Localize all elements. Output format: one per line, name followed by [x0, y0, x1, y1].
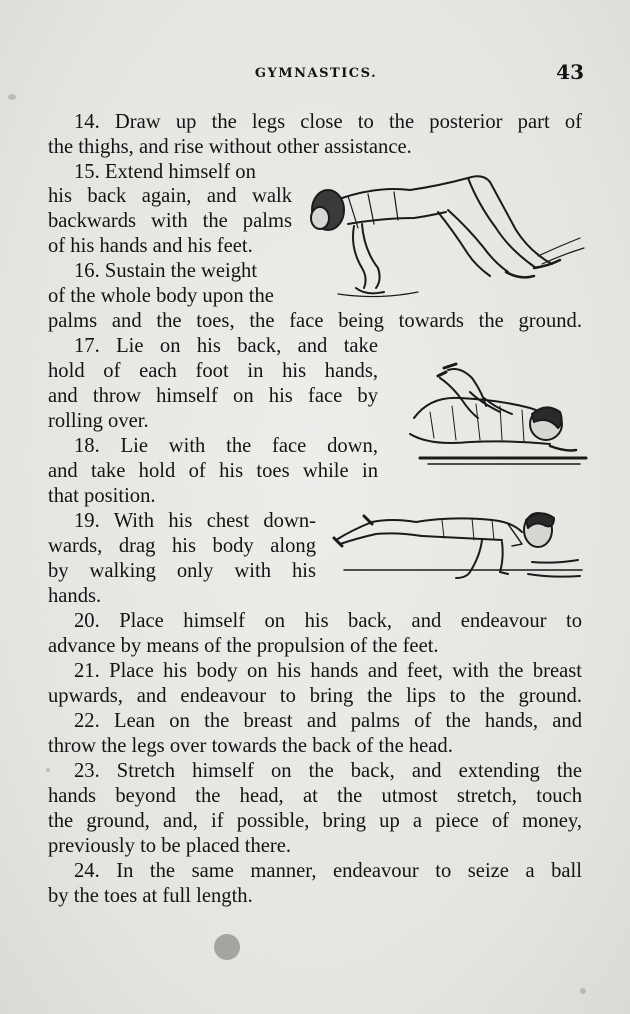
text-line: of the whole body upon the — [48, 285, 274, 307]
text-line: his back again, and walk — [48, 185, 292, 207]
text-line: rolling over. — [48, 410, 149, 432]
text-line: throw the legs over towards the back of the head. — [48, 735, 453, 757]
text-line: previously to be placed there. — [48, 835, 292, 857]
text-line: hold of each foot in his hands, — [48, 360, 378, 382]
paper-speck — [46, 768, 50, 772]
text-line: 14. Draw up the legs close to the posterior part of — [74, 111, 582, 133]
ink-blot — [214, 934, 240, 960]
page-number: 43 — [556, 60, 584, 84]
figure-backward-crawl-icon — [298, 168, 588, 303]
text-line: 16. Sustain the weight — [74, 260, 258, 282]
paper-speck — [8, 94, 16, 100]
text-line: 18. Lie with the face down, — [74, 435, 378, 457]
figure-chest-drag-icon — [332, 500, 586, 598]
text-line: the thighs, and rise without other assistance. — [48, 136, 412, 158]
running-head: GYMNASTICS. — [254, 66, 378, 81]
text-line: 15. Extend himself on — [74, 161, 256, 183]
text-line: of his hands and his feet. — [48, 235, 253, 257]
text-line: 17. Lie on his back, and take — [74, 335, 378, 357]
text-line: 24. In the same manner, endeavour to seize a ball — [74, 860, 582, 882]
text-line: backwards with the palms — [48, 210, 292, 232]
figure-rolling-boy-icon — [400, 362, 590, 474]
text-line: by the toes at full length. — [48, 885, 253, 907]
text-line: and take hold of his toes while in — [48, 460, 378, 482]
text-line: by walking only with his — [48, 560, 316, 582]
text-line: hands beyond the head, at the utmost stretch, touch — [48, 785, 582, 807]
paper-speck — [580, 988, 586, 994]
text-line: the ground, and, if possible, bring up a piece of money, — [48, 810, 582, 832]
text-line: that position. — [48, 485, 156, 507]
text-line: 23. Stretch himself on the back, and extending the — [74, 760, 582, 782]
text-line: 19. With his chest down- — [74, 510, 316, 532]
text-line: 20. Place himself on his back, and endeavour to — [74, 610, 582, 632]
text-line: upwards, and endeavour to bring the lips to the ground. — [48, 685, 582, 707]
text-line: palms and the toes, the face being towards the ground. — [48, 310, 582, 332]
text-line: wards, drag his body along — [48, 535, 316, 557]
text-line: 21. Place his body on his hands and feet, with the breast — [74, 660, 582, 682]
text-line: and throw himself on his face by — [48, 385, 378, 407]
page-header — [48, 58, 584, 88]
text-line: advance by means of the propulsion of the feet. — [48, 635, 439, 657]
text-line: 22. Lean on the breast and palms of the hands, and — [74, 710, 582, 732]
text-line: hands. — [48, 585, 102, 607]
